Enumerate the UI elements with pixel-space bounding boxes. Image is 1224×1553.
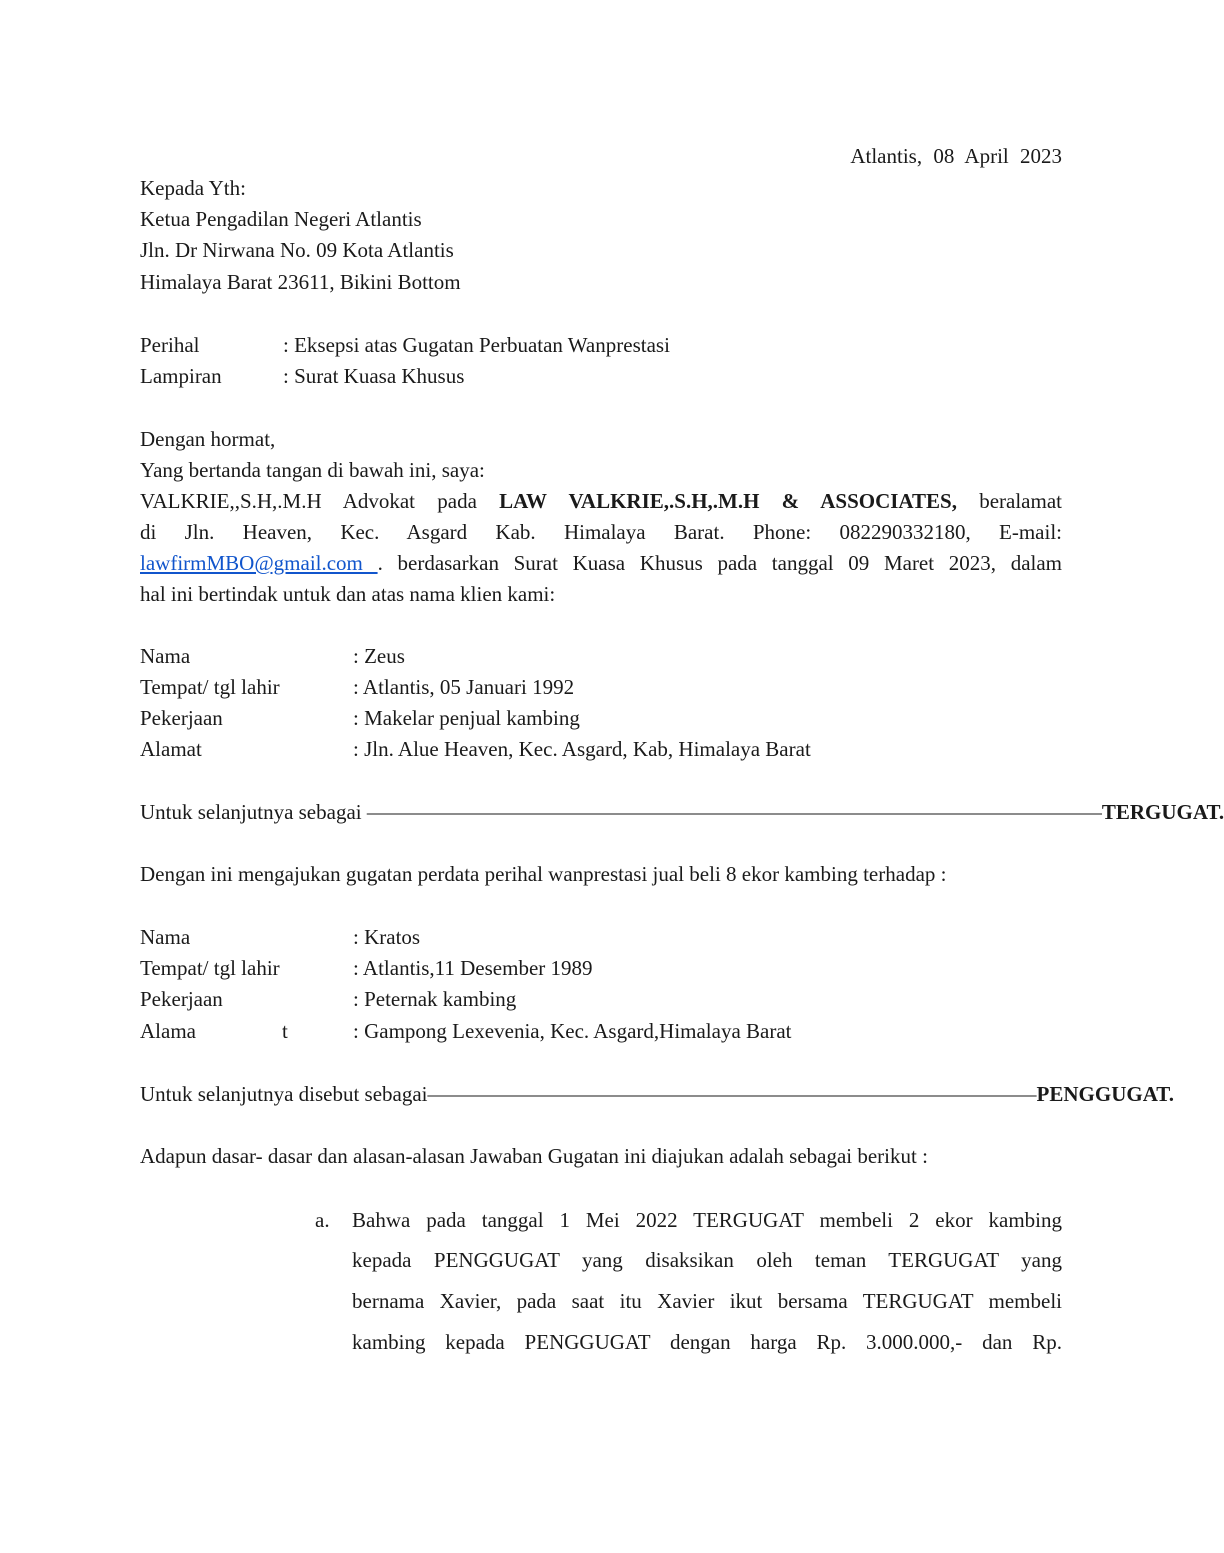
recipient-salutation: Kepada Yth:	[140, 176, 246, 200]
client-role-line	[140, 800, 1224, 824]
client-role-dashes: ———————————————————————————————————	[366, 800, 1102, 824]
intro-line-5: hal ini bertindak untuk dan atas nama klien kami:	[140, 582, 556, 606]
intro-line-4-tail: . berdasarkan Surat Kuasa Khusus pada tanggal 09 Maret 2023, dalam	[377, 551, 1063, 575]
recipient-name: Ketua Pengadilan Negeri Atlantis	[140, 207, 422, 231]
perihal-value: : Eksepsi atas Gugatan Perbuatan Wanprestasi	[283, 333, 670, 357]
client-address-label: Alamat	[140, 737, 202, 761]
opponent-birth-value: : Atlantis,11 Desember 1989	[353, 956, 593, 980]
opponent-row-address	[140, 1019, 792, 1043]
opponent-birth-label: Tempat/ tgl lahir	[140, 956, 280, 980]
intro-line-1: Yang bertanda tangan di bawah ini, saya:	[140, 458, 485, 482]
opponent-address-value: : Gampong Lexevenia, Kec. Asgard,Himalaya Barat	[353, 1019, 792, 1043]
recipient-address-line-1: Jln. Dr Nirwana No. 09 Kota Atlantis	[140, 238, 454, 262]
opponent-occupation-label: Pekerjaan	[140, 987, 223, 1011]
client-row-birth	[140, 675, 575, 699]
recipient-address-line-2: Himalaya Barat 23611, Bikini Bottom	[140, 270, 461, 294]
client-row-occupation	[140, 706, 580, 730]
perihal-label: Perihal	[140, 333, 200, 357]
lampiran-row	[140, 364, 465, 388]
client-row-address	[140, 737, 811, 761]
law-firm-name: LAW VALKRIE,.S.H,.M.H & ASSOCIATES,	[499, 489, 957, 513]
greeting: Dengan hormat,	[140, 427, 276, 451]
opponent-role: PENGGUGAT.	[1036, 1082, 1175, 1106]
opponent-role-dashes: —————————————————————————————	[427, 1082, 1037, 1106]
opponent-row-birth	[140, 956, 593, 980]
lampiran-label: Lampiran	[140, 364, 222, 388]
point-a-line-4: kambing kepada PENGGUGAT dengan harga Rp. 3.000.000,- dan Rp.	[352, 1330, 1062, 1354]
perihal-row	[140, 333, 670, 357]
intro-line-2-tail: beralamat	[956, 489, 1062, 513]
client-occupation-label: Pekerjaan	[140, 706, 223, 730]
letter-date: Atlantis, 08 April 2023	[850, 144, 1062, 168]
opponent-address-label: Alama	[140, 1019, 196, 1043]
opponent-name-value: : Kratos	[353, 925, 421, 949]
intro-line-3: di Jln. Heaven, Kec. Asgard Kab. Himalaya Barat. Phone: 082290332180, E-mail:	[140, 520, 1062, 544]
email-link[interactable]: lawfirmMBO@gmail.com	[140, 551, 378, 575]
client-birth-label: Tempat/ tgl lahir	[140, 675, 280, 699]
opponent-row-occupation	[140, 987, 517, 1011]
point-a-line-3: bernama Xavier, pada saat itu Xavier ikut bersama TERGUGAT membeli	[352, 1289, 1062, 1313]
intro-line-4	[140, 551, 1062, 575]
opponent-role-line	[140, 1082, 1174, 1106]
opponent-role-prefix: Untuk selanjutnya disebut sebagai	[140, 1082, 428, 1106]
opponent-row-name	[140, 925, 421, 949]
filing-line: Dengan ini mengajukan gugatan perdata perihal wanprestasi jual beli 8 ekor kambing terhadap :	[140, 862, 947, 886]
lampiran-value: : Surat Kuasa Khusus	[283, 364, 465, 388]
opponent-occupation-value: : Peternak kambing	[353, 987, 517, 1011]
point-a-line-2: kepada PENGGUGAT yang disaksikan oleh teman TERGUGAT yang	[352, 1248, 1062, 1272]
client-birth-value: : Atlantis, 05 Januari 1992	[353, 675, 575, 699]
client-role-prefix: Untuk selanjutnya sebagai	[140, 800, 367, 824]
opponent-name-label: Nama	[140, 925, 191, 949]
client-name-label: Nama	[140, 644, 191, 668]
advocate-name: VALKRIE,,S.H,.M.H Advokat pada	[140, 489, 500, 513]
list-marker-a: a.	[315, 1208, 330, 1232]
intro-line-2	[140, 489, 1062, 513]
client-row-name	[140, 644, 405, 668]
client-name-value: : Zeus	[353, 644, 405, 668]
point-a-line-1: Bahwa pada tanggal 1 Mei 2022 TERGUGAT membeli 2 ekor kambing	[352, 1208, 1062, 1232]
basis-intro: Adapun dasar- dasar dan alasan-alasan Jawaban Gugatan ini diajukan adalah sebagai berikut :	[140, 1144, 928, 1168]
client-occupation-value: : Makelar penjual kambing	[353, 706, 580, 730]
opponent-address-label-tail: t	[282, 1019, 288, 1043]
client-address-value: : Jln. Alue Heaven, Kec. Asgard, Kab, Himalaya Barat	[353, 737, 811, 761]
client-role: TERGUGAT.	[1101, 800, 1224, 824]
